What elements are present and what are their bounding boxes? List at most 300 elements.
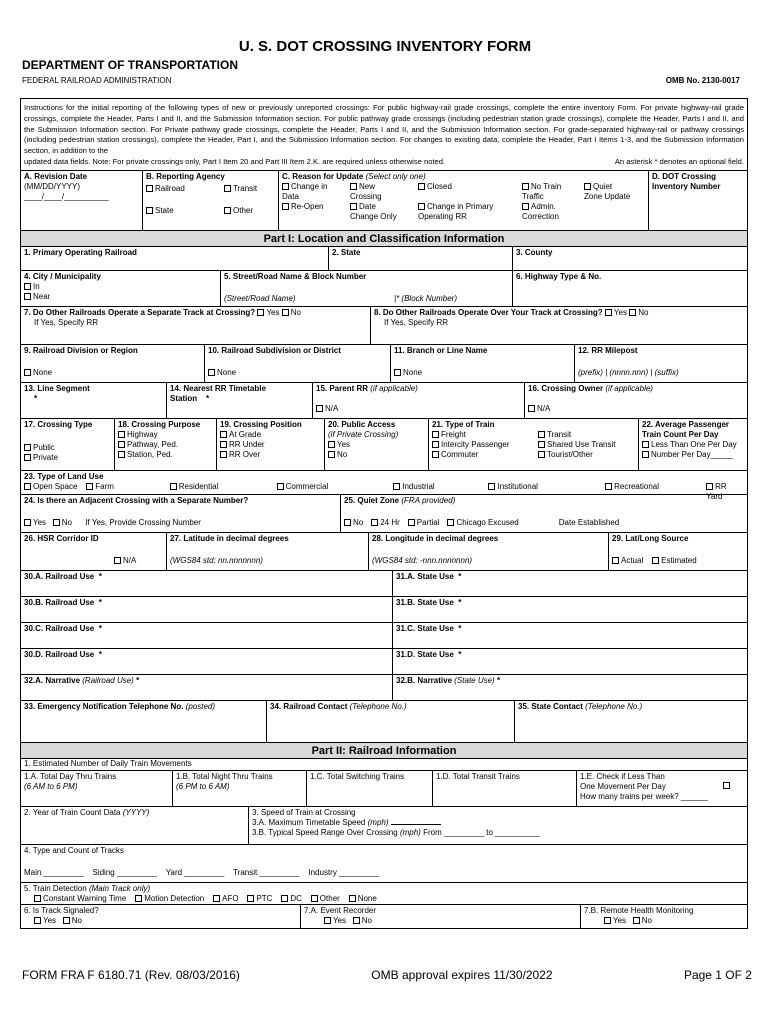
qz-chicago-checkbox[interactable] xyxy=(447,519,454,526)
land-use-label: Institutional xyxy=(497,481,538,491)
intercity-label: Intercity Passenger xyxy=(441,439,510,449)
shared-use-checkbox[interactable] xyxy=(538,441,545,448)
page-number: Page 1 OF 2 xyxy=(683,968,752,982)
other-label: Other xyxy=(233,205,254,215)
state-use-a-field[interactable] xyxy=(393,571,747,596)
rr-under-label: RR Under xyxy=(229,439,265,449)
over-track-field xyxy=(371,307,747,344)
f18-label: 18. Crossing Purpose xyxy=(118,419,201,429)
hsr-na-checkbox[interactable] xyxy=(114,557,121,564)
f3-label: 3. County xyxy=(516,247,553,257)
f24-no-checkbox[interactable] xyxy=(53,519,60,526)
narrative-rr-field[interactable] xyxy=(21,675,393,700)
f28-label: 28. Longitude in decimal degrees xyxy=(372,533,499,543)
number-per-day-checkbox[interactable] xyxy=(642,451,649,458)
p2-f1e-label-3[interactable]: How many trains per week? ______ xyxy=(580,791,708,801)
qz-no-checkbox[interactable] xyxy=(344,519,351,526)
commuter-checkbox[interactable] xyxy=(432,451,439,458)
railroad-use-c-field[interactable] xyxy=(21,623,393,648)
row-4-6 xyxy=(21,270,747,306)
f30a-label: 30.A. Railroad Use xyxy=(24,571,95,581)
at-grade-checkbox[interactable] xyxy=(220,431,227,438)
monitoring-no-label: No xyxy=(641,915,652,925)
f8-no-checkbox[interactable] xyxy=(629,309,636,316)
f10-none-checkbox[interactable] xyxy=(208,369,215,376)
passenger-count-field xyxy=(639,419,747,470)
no-train-label-2: Traffic xyxy=(522,191,544,201)
f7-yes-checkbox[interactable] xyxy=(257,309,264,316)
admin-label-1: Admin. xyxy=(531,201,556,211)
qz-partial-checkbox[interactable] xyxy=(408,519,415,526)
form-title: U. S. DOT CROSSING INVENTORY FORM xyxy=(238,38,532,55)
f14-label-2: Station xyxy=(170,393,198,403)
f24-if-yes: If Yes, Provide Crossing Number xyxy=(85,517,201,527)
row-32 xyxy=(21,674,747,700)
track-signaled-field xyxy=(21,905,301,928)
ptc-label: PTC xyxy=(256,893,273,903)
f16-na-checkbox[interactable] xyxy=(528,405,535,412)
qz-date-established[interactable]: Date Established xyxy=(558,517,620,527)
rr-under-checkbox[interactable] xyxy=(220,441,227,448)
f20-label: 20. Public Access xyxy=(328,419,396,429)
state-use-d-field[interactable] xyxy=(393,649,747,674)
reopen-checkbox[interactable] xyxy=(282,203,289,210)
quiet-label-1: Quiet xyxy=(593,181,613,191)
row-p2-1 xyxy=(21,758,747,770)
row-30b xyxy=(21,596,747,622)
night-trains-field[interactable] xyxy=(173,770,307,806)
f30c-star: * xyxy=(98,623,102,633)
new-crossing-checkbox[interactable] xyxy=(350,183,357,190)
f16-label: 16. Crossing Owner xyxy=(528,383,604,393)
milepost-hint: (prefix) | (nnnn.nnn) | (suffix) xyxy=(578,367,679,377)
speed-range-input[interactable]: From _________ to __________ xyxy=(423,827,540,837)
f34-label: 34. Railroad Contact xyxy=(270,701,348,711)
f35-label: 35. State Contact xyxy=(518,701,583,711)
row-26-29 xyxy=(21,532,747,570)
p2-f1d-label: 1.D. Total Transit Trains xyxy=(436,771,520,781)
railroad-use-b-field[interactable] xyxy=(21,597,393,622)
f8-yes-checkbox[interactable] xyxy=(605,309,612,316)
block-hint: |* (Block Number) xyxy=(394,293,457,303)
f31b-label: 31.B. State Use xyxy=(396,597,454,607)
date-change-label-1: Date xyxy=(359,201,376,211)
less-one-checkbox[interactable] xyxy=(642,441,649,448)
row-p2-1a-1e xyxy=(21,770,747,806)
change-data-label-2: Data xyxy=(282,191,299,201)
county-field[interactable] xyxy=(513,247,747,270)
event-recorder-field xyxy=(301,905,581,928)
pathway-checkbox[interactable] xyxy=(118,441,125,448)
row-30d xyxy=(21,648,747,674)
reason-label: C. Reason for Update xyxy=(282,171,364,181)
freight-label: Freight xyxy=(441,429,466,439)
f32b-star: * xyxy=(496,675,501,685)
new-label-1: New xyxy=(359,181,376,191)
dot-label-2: Inventory Number xyxy=(652,181,721,191)
ptc-checkbox[interactable] xyxy=(247,895,254,902)
estimated-label: Estimated xyxy=(661,555,697,565)
emergency-phone-field[interactable] xyxy=(21,701,267,742)
row-17-22 xyxy=(21,418,747,470)
estimated-checkbox[interactable] xyxy=(652,557,659,564)
timetable-station-field[interactable] xyxy=(167,383,313,418)
street-hint: (Street/Road Name) xyxy=(224,293,296,303)
at-grade-label: At Grade xyxy=(229,429,262,439)
narrative-state-field[interactable] xyxy=(393,675,747,700)
rr-over-label: RR Over xyxy=(229,449,261,459)
row-30a xyxy=(21,570,747,596)
asterisk-note: An asterisk * denotes an optional field. xyxy=(614,156,744,166)
train-detection-field xyxy=(21,883,747,904)
intercity-checkbox[interactable] xyxy=(432,441,439,448)
row-p2-6-7 xyxy=(21,904,747,928)
f22-label-1: 22. Average Passenger xyxy=(642,419,730,429)
f26-label: 26. HSR Corridor ID xyxy=(24,533,99,543)
f31c-star: * xyxy=(458,623,462,633)
p2-f1b-hint: (6 PM to 6 AM) xyxy=(176,781,230,791)
signaled-yes-label: Yes xyxy=(43,915,57,925)
land-use-label: Open Space xyxy=(33,481,78,491)
f32a-label: 32.A. Narrative xyxy=(24,675,81,685)
f10-label: 10. Railroad Subdivision or District xyxy=(208,345,341,355)
land-use-label: Farm xyxy=(95,481,114,491)
f15-na-checkbox[interactable] xyxy=(316,405,323,412)
latitude-hint: (WGS84 std: nn.nnnnnnn) xyxy=(170,555,263,565)
revision-date-input[interactable]: ____/____/__________ xyxy=(24,191,109,201)
less-one-label: Less Than One Per Day xyxy=(651,439,737,449)
instructions xyxy=(21,99,747,170)
f25-hint: (FRA provided) xyxy=(401,495,456,505)
p2-f3a-label: 3.A. Maximum Timetable Speed xyxy=(252,817,366,827)
recorder-yes-checkbox[interactable] xyxy=(324,917,331,924)
f30d-label: 30.D. Railroad Use xyxy=(24,649,95,659)
f7-yes-label: Yes xyxy=(266,307,280,317)
row-p2-5 xyxy=(21,882,747,904)
f25-label: 25. Quiet Zone xyxy=(344,495,400,505)
crossing-position-field xyxy=(217,419,325,470)
qz-no-label: No xyxy=(353,517,364,527)
f8-no-label: No xyxy=(638,307,649,317)
p2-f2-hint: (YYYY) xyxy=(122,807,150,817)
land-use-checkbox[interactable] xyxy=(706,483,713,490)
change-primary-checkbox[interactable] xyxy=(418,203,425,210)
f15-label: 15. Parent RR xyxy=(316,383,369,393)
track-count-inputs[interactable]: Main _________ Siding _________ Yard _________ Transit _________ Industry _________ xyxy=(24,867,380,877)
reason-hint: (Select only one) xyxy=(365,171,426,181)
f8-if-yes: If Yes, Specify RR xyxy=(384,317,449,327)
city-field[interactable] xyxy=(21,271,221,306)
f27-label: 27. Latitude in decimal degrees xyxy=(170,533,289,543)
row-13-16 xyxy=(21,382,747,418)
f19-label: 19. Crossing Position xyxy=(220,419,302,429)
state-field[interactable] xyxy=(329,247,513,270)
none-detection-label: None xyxy=(357,893,377,903)
railroad-use-a-field[interactable] xyxy=(21,571,393,596)
quiet-zone-update-checkbox[interactable] xyxy=(584,183,591,190)
motion-detection-checkbox[interactable] xyxy=(135,895,142,902)
health-monitoring-field xyxy=(581,905,747,928)
land-use-checkbox[interactable] xyxy=(24,483,31,490)
row-7-8 xyxy=(21,306,747,344)
other-detection-checkbox[interactable] xyxy=(311,895,318,902)
revision-date-label: A. Revision Date xyxy=(24,171,88,181)
freight-checkbox[interactable] xyxy=(432,431,439,438)
longitude-hint: (WGS84 std: -nnn.nnnnnnn) xyxy=(372,555,473,565)
p2-f1c-label: 1.C. Total Switching Trains xyxy=(310,771,405,781)
transit-train-label: Transit xyxy=(547,429,572,439)
land-use-checkbox[interactable] xyxy=(277,483,284,490)
land-use-checkbox[interactable] xyxy=(170,483,177,490)
f12-label: 12. RR Milepost xyxy=(578,345,638,355)
land-use-checkbox[interactable] xyxy=(605,483,612,490)
railroad-use-d-field[interactable] xyxy=(21,649,393,674)
in-label: In xyxy=(33,281,40,291)
state-use-b-field[interactable] xyxy=(393,597,747,622)
pathway-label: Pathway, Ped. xyxy=(127,439,178,449)
actual-checkbox[interactable] xyxy=(612,557,619,564)
highway-checkbox[interactable] xyxy=(118,431,125,438)
branch-field[interactable] xyxy=(391,345,575,382)
f7-no-label: No xyxy=(290,307,301,317)
change-data-checkbox[interactable] xyxy=(282,183,289,190)
adjacent-crossing-field xyxy=(21,495,341,532)
subdivision-field[interactable] xyxy=(205,345,391,382)
highway-label: Highway xyxy=(127,429,158,439)
f31b-star: * xyxy=(458,597,462,607)
f31d-star: * xyxy=(458,649,462,659)
f20-yes-label: Yes xyxy=(337,439,351,449)
crossing-owner-field[interactable] xyxy=(525,383,747,418)
hsr-na-label: N/A xyxy=(123,555,137,565)
row-33-35 xyxy=(21,700,747,742)
revision-date-cell xyxy=(21,171,143,230)
f13-star: * xyxy=(34,393,38,403)
dc-label: DC xyxy=(290,893,302,903)
f32a-hint: (Railroad Use) xyxy=(82,675,134,685)
date-change-label-2: Change Only xyxy=(350,211,397,221)
dot-label-1: D. DOT Crossing xyxy=(652,171,717,181)
station-label: Station, Ped. xyxy=(127,449,173,459)
monitoring-yes-label: Yes xyxy=(613,915,627,925)
highway-type-field[interactable] xyxy=(513,271,747,306)
less-than-one-checkbox[interactable] xyxy=(723,782,730,789)
f30b-label: 30.B. Railroad Use xyxy=(24,597,95,607)
land-use-checkbox[interactable] xyxy=(488,483,495,490)
p2-f6-label: 6. Is Track Signaled? xyxy=(24,905,99,915)
p2-f1b-label: 1.B. Total Night Thru Trains xyxy=(176,771,273,781)
f14-star: * xyxy=(206,393,210,403)
constant-warning-checkbox[interactable] xyxy=(34,895,41,902)
line-segment-field[interactable] xyxy=(21,383,167,418)
in-checkbox[interactable] xyxy=(24,283,31,290)
state-use-c-field[interactable] xyxy=(393,623,747,648)
f17-label: 17. Crossing Type xyxy=(24,419,93,429)
rr-over-checkbox[interactable] xyxy=(220,451,227,458)
latitude-field[interactable] xyxy=(167,533,369,570)
railroad-contact-field[interactable] xyxy=(267,701,515,742)
near-label: Near xyxy=(33,291,51,301)
less-than-one-field xyxy=(577,770,747,806)
no-train-checkbox[interactable] xyxy=(522,183,529,190)
recorder-no-checkbox[interactable] xyxy=(353,917,360,924)
inventory-form xyxy=(20,98,748,929)
land-use-checkbox[interactable] xyxy=(393,483,400,490)
p2-f7b-label: 7.B. Remote Health Monitoring xyxy=(584,905,694,915)
parent-rr-field[interactable] xyxy=(313,383,525,418)
f30d-star: * xyxy=(98,649,102,659)
row-p2-4 xyxy=(21,844,747,882)
change-primary-label-1: Change in Primary xyxy=(427,201,494,211)
closed-label: Closed xyxy=(427,181,452,191)
commuter-label: Commuter xyxy=(441,449,479,459)
train-speed-field xyxy=(249,807,747,844)
station-checkbox[interactable] xyxy=(118,451,125,458)
f20-hint: (if Private Crossing) xyxy=(328,429,399,439)
tourist-label: Tourist/Other xyxy=(547,449,593,459)
track-count-field xyxy=(21,845,747,882)
p2-f1a-label: 1.A. Total Day Thru Trains xyxy=(24,771,117,781)
f24-no-label: No xyxy=(61,517,72,527)
f24-yes-checkbox[interactable] xyxy=(24,519,31,526)
primary-railroad-field[interactable] xyxy=(21,247,329,270)
year-count-field[interactable] xyxy=(21,807,249,844)
f16-hint: (if applicable) xyxy=(605,383,653,393)
state-checkbox[interactable] xyxy=(146,207,153,214)
number-per-day-label: Number Per Day_____ xyxy=(651,449,733,459)
f34-hint: (Telephone No.) xyxy=(349,701,407,711)
p2-f1e-label-1: 1.E. Check if Less Than xyxy=(580,771,665,781)
p2-f1-label: 1. Estimated Number of Daily Train Movements xyxy=(24,758,192,768)
signaled-no-label: No xyxy=(71,915,82,925)
instructions-last-line: updated data fields. Note: For private crossings only, Part I Item 20 and Part III Item 2.K. are required unless otherwise noted. xyxy=(24,156,446,166)
p2-f5-label: 5. Train Detection xyxy=(24,883,87,893)
admin-label-2: Correction xyxy=(522,211,559,221)
other-checkbox[interactable] xyxy=(224,207,231,214)
qz-24hr-checkbox[interactable] xyxy=(371,519,378,526)
form-number: FORM FRA F 6180.71 (Rev. 08/03/2016) xyxy=(22,968,240,982)
p2-f3b-label: 3.B. Typical Speed Range Over Crossing xyxy=(252,827,398,837)
f20-no-checkbox[interactable] xyxy=(328,451,335,458)
milepost-field[interactable] xyxy=(575,345,747,382)
row-30c xyxy=(21,622,747,648)
closed-checkbox[interactable] xyxy=(418,183,425,190)
f32a-star: * xyxy=(136,675,140,685)
p2-f5-hint: (Main Track only) xyxy=(88,883,151,893)
row-9-12 xyxy=(21,344,747,382)
p2-f2-label: 2. Year of Train Count Data xyxy=(24,807,121,817)
monitoring-no-checkbox[interactable] xyxy=(633,917,640,924)
land-use-label: Residential xyxy=(178,481,219,491)
f35-hint: (Telephone No.) xyxy=(585,701,643,711)
f6-label: 6. Highway Type & No. xyxy=(516,271,602,281)
p2-f3-label: 3. Speed of Train at Crossing xyxy=(252,807,356,817)
street-field[interactable] xyxy=(221,271,513,306)
afo-checkbox[interactable] xyxy=(213,895,220,902)
division-field[interactable] xyxy=(21,345,205,382)
p2-f4-label: 4. Type and Count of Tracks xyxy=(24,845,124,855)
signaled-no-checkbox[interactable] xyxy=(63,917,70,924)
dot-inventory-cell[interactable] xyxy=(649,171,747,230)
instructions-text: Instructions for the initial reporting of the following types of new or previously unreported crossings: For public highway-rail grade crossings, complete the entire inventory Form. For private highway-rail grade crossings, complete the Header, Parts I and II, and the Submission Information section. For public pathway grade crossings (including pedestrian station grade crossings), complete the Header, Parts I and II, and the Submission Information section. For Private pathway grade crossings, complete the Header, Parts I and II, and the Submission Information section. For grade-separated highway-rail or pathway crossings (including pedestrian station crossings), complete the Header, Part I, and the Submission Information section. For changes to existing data, complete the Header, Part I Items 1-3, and the Submission Information section, in addition to the xyxy=(24,103,744,156)
f7-if-yes: If Yes, Specify RR xyxy=(34,317,99,327)
p2-f7a-label: 7.A. Event Recorder xyxy=(304,905,377,915)
f31a-star: * xyxy=(458,571,462,581)
row-p2-2-3 xyxy=(21,806,747,844)
other-detection-label: Other xyxy=(319,893,340,903)
tourist-checkbox[interactable] xyxy=(538,451,545,458)
change-primary-label-2: Operating RR xyxy=(418,211,467,221)
f9-none-checkbox[interactable] xyxy=(24,369,31,376)
agency-name: FEDERAL RAILROAD ADMINISTRATION xyxy=(22,76,172,85)
f32b-label: 32.B. Narrative xyxy=(396,675,453,685)
f20-yes-checkbox[interactable] xyxy=(328,441,335,448)
qz-24hr-label: 24 Hr xyxy=(380,517,400,527)
f13-label: 13. Line Segment xyxy=(24,383,90,393)
f11-none-label: None xyxy=(403,367,423,377)
f7-no-checkbox[interactable] xyxy=(282,309,289,316)
public-checkbox[interactable] xyxy=(24,444,31,451)
max-speed-input[interactable] xyxy=(391,824,441,825)
land-use-checkbox[interactable] xyxy=(86,483,93,490)
f16-na-label: N/A xyxy=(537,403,551,413)
admin-correction-checkbox[interactable] xyxy=(522,203,529,210)
department-name: DEPARTMENT OF TRANSPORTATION xyxy=(22,58,238,72)
train-type-field xyxy=(429,419,639,470)
f33-label: 33. Emergency Notification Telephone No. xyxy=(24,701,184,711)
f30c-label: 30.C. Railroad Use xyxy=(24,623,95,633)
f11-none-checkbox[interactable] xyxy=(394,369,401,376)
hsr-corridor-field[interactable] xyxy=(21,533,167,570)
f30a-star: * xyxy=(98,571,102,581)
switching-trains-field[interactable] xyxy=(307,770,433,806)
signaled-yes-checkbox[interactable] xyxy=(34,917,41,924)
day-trains-field[interactable] xyxy=(21,770,173,806)
change-data-label-1: Change in xyxy=(291,181,328,191)
transit-label: Transit xyxy=(233,183,258,193)
f20-no-label: No xyxy=(337,449,348,459)
latlong-source-field xyxy=(609,533,747,570)
longitude-field[interactable] xyxy=(369,533,609,570)
state-contact-field[interactable] xyxy=(515,701,747,742)
date-change-checkbox[interactable] xyxy=(350,203,357,210)
recorder-yes-label: Yes xyxy=(333,915,347,925)
revision-date-format: (MM/DD/YYYY) xyxy=(24,181,80,191)
part1-title: Part I: Location and Classification Information xyxy=(21,230,747,246)
constant-warning-label: Constant Warning Time xyxy=(43,893,127,903)
recorder-no-label: No xyxy=(361,915,372,925)
transit-train-checkbox[interactable] xyxy=(538,431,545,438)
private-checkbox[interactable] xyxy=(24,454,31,461)
f32b-hint: (State Use) xyxy=(454,675,495,685)
railroad-checkbox[interactable] xyxy=(146,185,153,192)
transit-trains-field[interactable] xyxy=(433,770,577,806)
state-label: State xyxy=(155,205,174,215)
p2-f1a-hint: (6 AM to 6 PM) xyxy=(24,781,78,791)
none-detection-checkbox[interactable] xyxy=(349,895,356,902)
f7-label: 7. Do Other Railroads Operate a Separate Track at Crossing? xyxy=(24,307,256,317)
reason-update-cell xyxy=(279,171,649,230)
f11-label: 11. Branch or Line Name xyxy=(394,345,488,355)
p2-f1e-label-2: One Movement Per Day xyxy=(580,781,666,791)
shared-use-label: Shared Use Transit xyxy=(547,439,616,449)
dc-checkbox[interactable] xyxy=(281,895,288,902)
near-checkbox[interactable] xyxy=(24,293,31,300)
monitoring-yes-checkbox[interactable] xyxy=(604,917,611,924)
f23-label: 23. Type of Land Use xyxy=(24,471,104,481)
transit-checkbox[interactable] xyxy=(224,185,231,192)
omb-expiry: OMB approval expires 11/30/2022 xyxy=(371,968,553,982)
